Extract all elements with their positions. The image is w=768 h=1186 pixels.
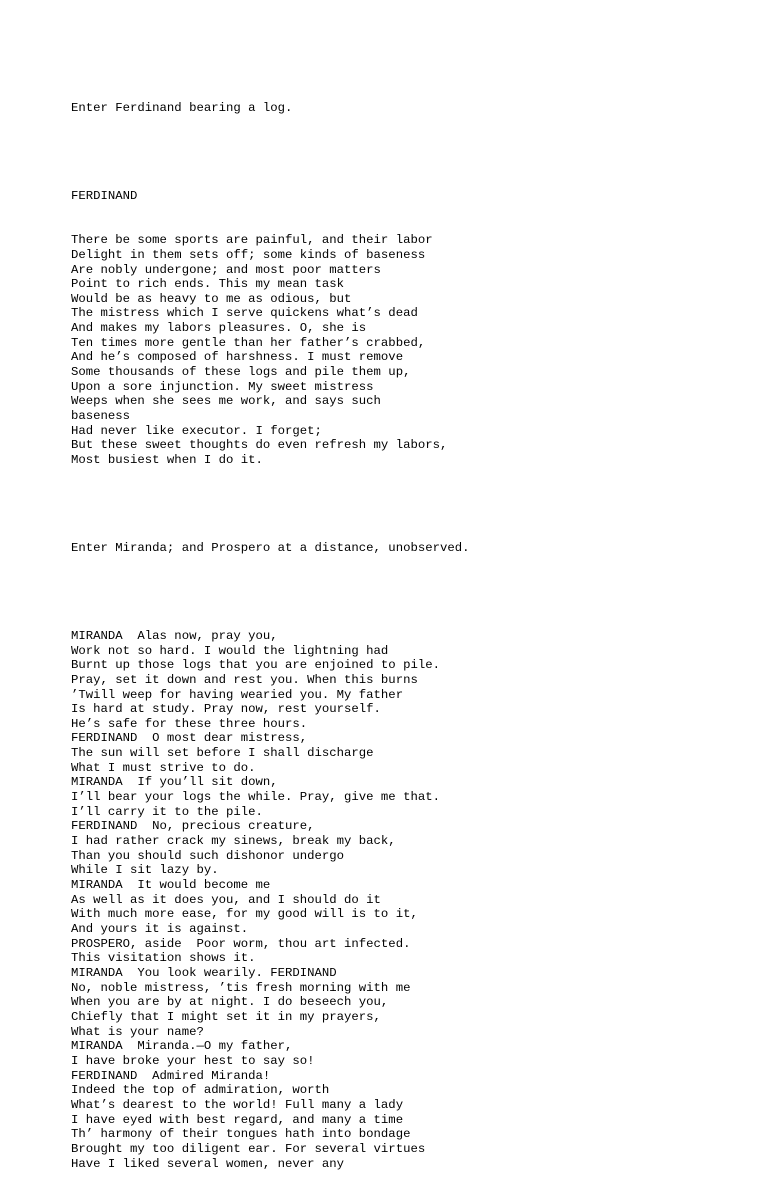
script-line: PROSPERO, aside Poor worm, thou art infected.: [71, 936, 411, 951]
script-line: As well as it does you, and I should do it: [71, 892, 381, 907]
script-line: I’ll bear your logs the while. Pray, give me that.: [71, 790, 440, 805]
script-line: Would be as heavy to me as odious, but: [71, 291, 352, 306]
script-line: Brought my too diligent ear. For several virtues: [71, 1141, 426, 1156]
paragraph-gap: [71, 145, 751, 160]
script-line: Ten times more gentle than her father’s crabbed,: [71, 335, 426, 350]
script-line: Some thousands of these logs and pile them up,: [71, 365, 411, 380]
script-line: Burnt up those logs that you are enjoined to pile.: [71, 658, 440, 673]
script-line: While I sit lazy by.: [71, 863, 219, 878]
script-line: Pray, set it down and rest you. When this burns: [71, 672, 418, 687]
script-line: FERDINAND No, precious creature,: [71, 819, 315, 834]
script-line: Chiefly that I might set it in my prayers,: [71, 1009, 381, 1024]
dialogue-block: [71, 629, 751, 1171]
script-line: What is your name?: [71, 1024, 204, 1039]
script-line: I had rather crack my sinews, break my back,: [71, 834, 396, 849]
script-line: Indeed the top of admiration, worth: [71, 1083, 330, 1098]
script-line: The sun will set before I shall discharge: [71, 746, 374, 761]
stage-direction: Enter Miranda; and Prospero at a distance, unobserved.: [71, 540, 470, 555]
script-line: Had never like executor. I forget;: [71, 423, 322, 438]
script-line: FERDINAND Admired Miranda!: [71, 1068, 271, 1083]
paragraph-gap: [71, 585, 751, 600]
script-line: The mistress which I serve quickens what’s dead: [71, 306, 418, 321]
script-line: This visitation shows it.: [71, 951, 256, 966]
script-line: Most busiest when I do it.: [71, 453, 263, 468]
script-line: Work not so hard. I would the lightning had: [71, 643, 389, 658]
script-line: Weeps when she sees me work, and says such: [71, 394, 381, 409]
script-line: I have eyed with best regard, and many a time: [71, 1112, 404, 1127]
script-line: Point to rich ends. This my mean task: [71, 277, 345, 292]
script-line: MIRANDA Miranda.—O my father,: [71, 1039, 293, 1054]
script-line: And he’s composed of harshness. I must remove: [71, 350, 404, 365]
script-line: When you are by at night. I do beseech you,: [71, 995, 389, 1010]
script-line: MIRANDA You look wearily. FERDINAND: [71, 965, 337, 980]
script-line: And yours it is against.: [71, 922, 249, 937]
script-line: FERDINAND O most dear mistress,: [71, 731, 308, 746]
script-line: Upon a sore injunction. My sweet mistress: [71, 379, 374, 394]
speech-block: [71, 233, 751, 468]
stage-direction: Enter Ferdinand bearing a log.: [71, 101, 293, 116]
script-line: What I must strive to do.: [71, 760, 256, 775]
script-line: Th’ harmony of their tongues hath into bondage: [71, 1127, 411, 1142]
script-line: Is hard at study. Pray now, rest yourself.: [71, 702, 381, 717]
script-line: He’s safe for these three hours.: [71, 716, 308, 731]
script-line: baseness: [71, 409, 131, 424]
script-line: Than you should such dishonor undergo: [71, 848, 345, 863]
script-line: But these sweet thoughts do even refresh my labors,: [71, 438, 448, 453]
speaker-name: FERDINAND: [71, 189, 138, 204]
script-line: With much more ease, for my good will is to it,: [71, 907, 418, 922]
script-line: I have broke your hest to say so!: [71, 1053, 315, 1068]
script-line: No, noble mistress, ’tis fresh morning with me: [71, 980, 411, 995]
script-line: Are nobly undergone; and most poor matters: [71, 262, 381, 277]
script-line: There be some sports are painful, and their labor: [71, 233, 433, 248]
script-line: ’Twill weep for having wearied you. My father: [71, 687, 404, 702]
paragraph-gap: [71, 497, 751, 512]
script-line: MIRANDA If you’ll sit down,: [71, 775, 278, 790]
script-line: MIRANDA It would become me: [71, 878, 271, 893]
script-line: Delight in them sets off; some kinds of baseness: [71, 247, 426, 262]
script-line: I’ll carry it to the pile.: [71, 804, 263, 819]
document-page: [71, 72, 751, 1186]
script-line: What’s dearest to the world! Full many a lady: [71, 1097, 404, 1112]
script-line: Have I liked several women, never any: [71, 1156, 345, 1171]
script-line: And makes my labors pleasures. O, she is: [71, 321, 367, 336]
script-line: MIRANDA Alas now, pray you,: [71, 628, 278, 643]
